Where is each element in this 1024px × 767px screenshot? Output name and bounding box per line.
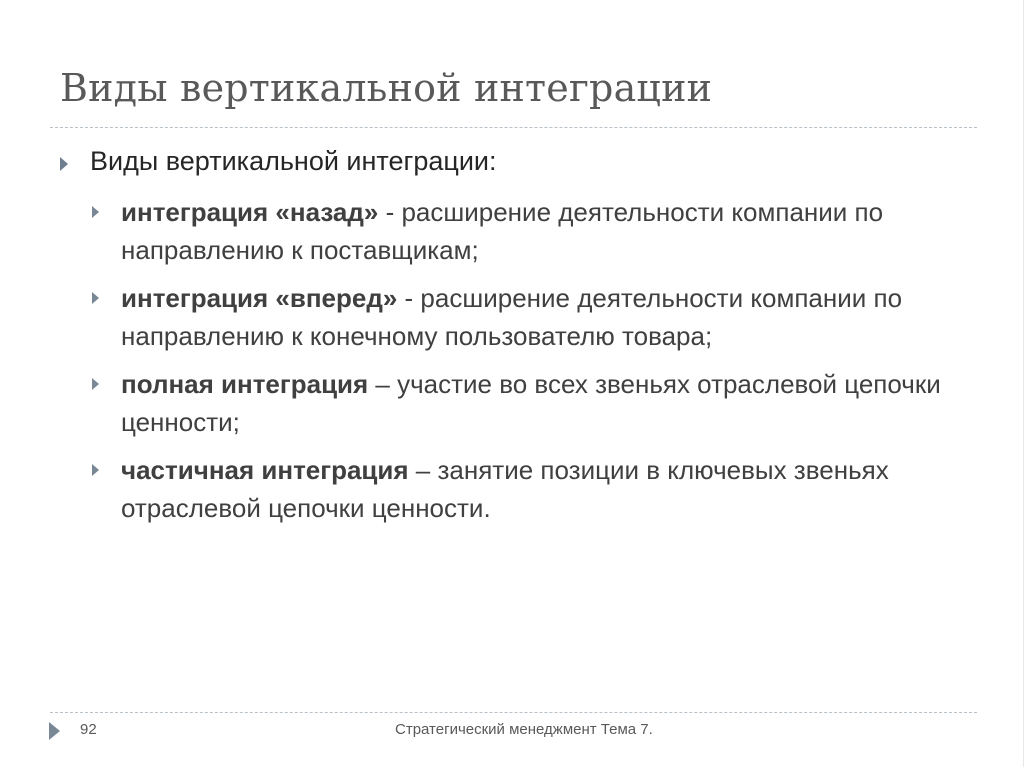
list-item-text bbox=[121, 193, 960, 269]
triangle-right-icon bbox=[92, 292, 99, 304]
item-definition: - расширение деятельности компании по направлению к конечному пользователю товара; bbox=[121, 283, 903, 351]
list-item-text bbox=[121, 365, 960, 441]
title-divider bbox=[50, 127, 977, 128]
list-item-text bbox=[121, 279, 960, 355]
slide-title: Виды вертикальной интеграции bbox=[60, 66, 713, 110]
triangle-right-icon bbox=[60, 157, 68, 171]
integration-types-list bbox=[60, 193, 960, 527]
main-bullet-text: Виды вертикальной интеграции: bbox=[90, 146, 497, 176]
list-item bbox=[92, 279, 960, 355]
item-definition: - расширение деятельности компании по направлению к поставщикам; bbox=[121, 197, 884, 265]
page-number: 92 bbox=[80, 721, 97, 738]
triangle-right-icon bbox=[92, 464, 99, 476]
main-bullet bbox=[60, 146, 960, 177]
item-term: полная интеграция bbox=[121, 369, 369, 399]
footer-caption: Стратегический менеджмент Тема 7. bbox=[395, 721, 653, 738]
triangle-right-icon bbox=[92, 206, 99, 218]
footer-divider bbox=[50, 712, 977, 713]
item-definition: – занятие позиции в ключевых звеньях отраслевой цепочки ценности. bbox=[121, 455, 889, 523]
list-item bbox=[92, 451, 960, 527]
item-term: интеграция «вперед» bbox=[121, 283, 398, 313]
list-item bbox=[92, 365, 960, 441]
triangle-right-icon bbox=[49, 722, 60, 740]
triangle-right-icon bbox=[92, 378, 99, 390]
list-item-text bbox=[121, 451, 960, 527]
item-definition: – участие во всех звеньях отраслевой цепочки ценности; bbox=[121, 369, 941, 437]
item-term: частичная интеграция bbox=[121, 455, 409, 485]
slide-content bbox=[60, 146, 960, 537]
item-term: интеграция «назад» bbox=[121, 197, 379, 227]
list-item bbox=[92, 193, 960, 269]
